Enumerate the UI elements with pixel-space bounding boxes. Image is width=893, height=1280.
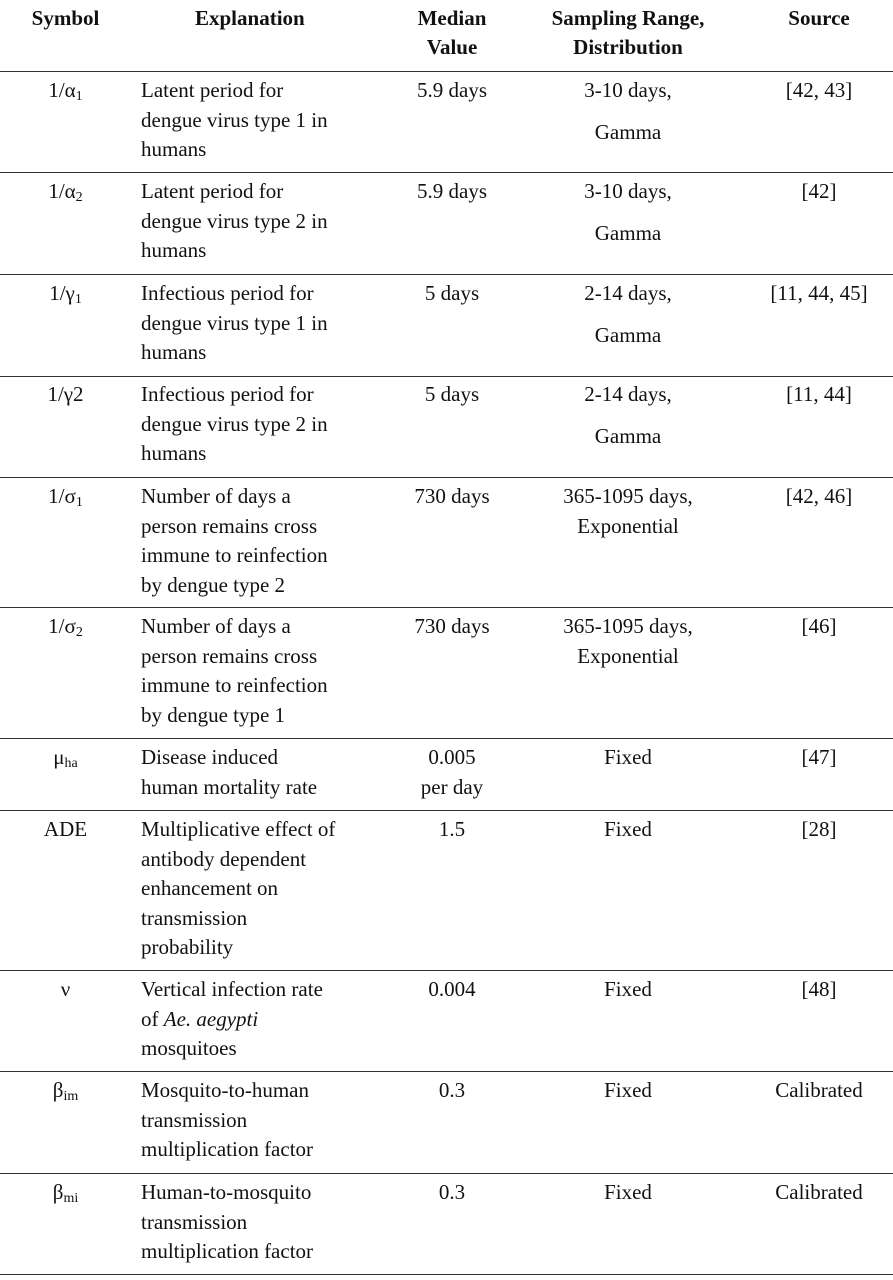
median-cell: 0.004 <box>428 977 476 1001</box>
header-range-line2: Distribution <box>573 35 683 59</box>
range-cell: 3-10 days, Gamma <box>584 78 672 144</box>
source-cell: Calibrated <box>775 1078 863 1102</box>
source-cell: [47] <box>801 745 837 769</box>
source-cell: [11, 44] <box>786 382 852 406</box>
range-cell: 365-1095 days, Exponential <box>563 614 693 668</box>
row-divider <box>0 274 893 275</box>
source-cell: [42, 46] <box>785 484 853 508</box>
header-median-line1: Median <box>417 6 487 30</box>
symbol-cell: $1/\sigma_1$ <box>48 484 83 510</box>
header-divider <box>0 71 893 72</box>
row-divider <box>0 810 893 811</box>
explanation-cell: Human-to-mosquito transmission multiplication factor <box>141 1180 314 1263</box>
header-explanation: Explanation <box>195 6 305 30</box>
explanation-cell: Latent period for dengue virus type 2 in humans <box>141 179 328 262</box>
source-cell: [42] <box>801 179 837 203</box>
row-divider <box>0 970 893 971</box>
symbol-cell: $1/\sigma_2$ <box>48 614 83 640</box>
source-cell: [48] <box>801 977 837 1001</box>
row-divider <box>0 376 893 377</box>
range-cell: 2-14 days, Gamma <box>584 281 672 347</box>
symbol-cell: $1/\alpha_1$ <box>48 78 83 104</box>
median-cell: 730 days <box>414 484 490 508</box>
range-cell: Fixed <box>604 977 652 1001</box>
symbol-cell: $1/\gamma_1$ <box>49 281 82 307</box>
header-median-line2: Value <box>426 35 478 59</box>
median-cell: 730 days <box>414 614 490 638</box>
explanation-cell: Vertical infection rate of Ae. aegypti mosquitoes <box>141 977 323 1060</box>
row-divider <box>0 607 893 608</box>
range-cell: Fixed <box>604 1180 652 1204</box>
row-divider <box>0 172 893 173</box>
explanation-cell: Number of days a person remains cross immune to reinfection by dengue type 1 <box>141 614 328 727</box>
symbol-cell: $\mu_{ha}$ <box>53 745 78 771</box>
median-cell: 1.5 <box>438 817 466 841</box>
row-divider <box>0 738 893 739</box>
explanation-cell: Multiplicative effect of antibody dependent enhancement on transmission probability <box>141 817 336 959</box>
symbol-cell: $\beta_{im}$ <box>52 1078 79 1104</box>
source-cell: [46] <box>801 614 837 638</box>
explanation-cell: Latent period for dengue virus type 1 in humans <box>141 78 328 161</box>
median-cell: 5 days <box>424 281 480 305</box>
source-cell: [42, 43] <box>785 78 853 102</box>
median-cell: 5.9 days <box>417 179 487 203</box>
row-divider <box>0 477 893 478</box>
source-cell: [11, 44, 45] <box>770 281 868 305</box>
header-source: Source <box>788 6 850 30</box>
table-bottom-rule <box>0 1274 893 1275</box>
range-cell: Fixed <box>604 1078 652 1102</box>
explanation-cell: Infectious period for dengue virus type 2 in humans <box>141 382 328 465</box>
source-cell: Calibrated <box>775 1180 863 1204</box>
median-cell: 5 days <box>424 382 480 406</box>
range-cell: 3-10 days, Gamma <box>584 179 672 245</box>
median-cell: 0.3 <box>438 1078 466 1102</box>
range-cell: 2-14 days, Gamma <box>584 382 672 448</box>
symbol-cell: 1/γ2 <box>47 382 84 406</box>
range-cell: Fixed <box>604 817 652 841</box>
row-divider <box>0 1173 893 1174</box>
median-cell: 0.005 per day <box>420 745 484 799</box>
explanation-cell: Disease induced human mortality rate <box>141 745 318 799</box>
median-cell: 0.3 <box>438 1180 466 1204</box>
explanation-cell: Mosquito-to-human transmission multiplication factor <box>141 1078 314 1161</box>
median-cell: 5.9 days <box>417 78 487 102</box>
source-cell: [28] <box>801 817 837 841</box>
symbol-cell: $1/\alpha_2$ <box>48 179 83 205</box>
range-cell: Fixed <box>604 745 652 769</box>
explanation-cell: Number of days a person remains cross immune to reinfection by dengue type 2 <box>141 484 328 597</box>
symbol-cell: $\beta_{mi}$ <box>52 1180 79 1206</box>
range-cell: 365-1095 days, Exponential <box>563 484 693 538</box>
header-range-line1: Sampling Range, <box>551 6 705 30</box>
symbol-cell: ν <box>60 977 71 1001</box>
explanation-cell: Infectious period for dengue virus type 1 in humans <box>141 281 328 364</box>
row-divider <box>0 1071 893 1072</box>
symbol-cell: ADE <box>43 817 88 841</box>
header-symbol: Symbol <box>31 6 100 30</box>
